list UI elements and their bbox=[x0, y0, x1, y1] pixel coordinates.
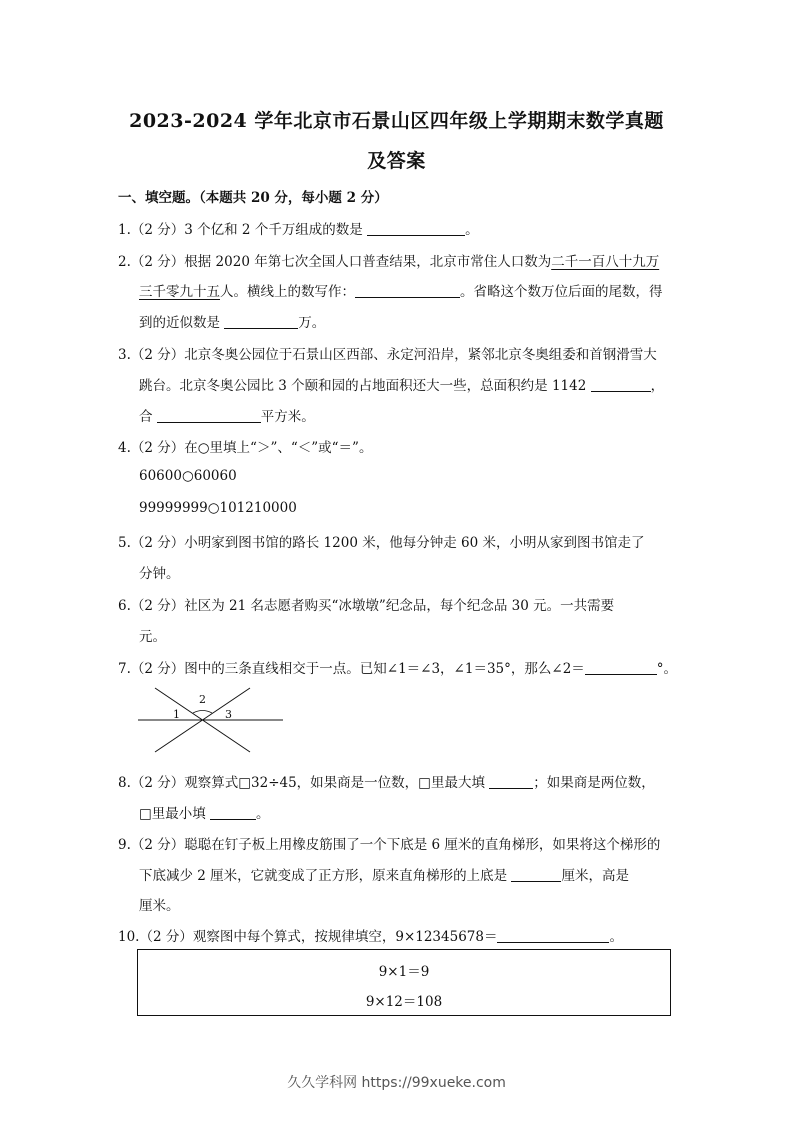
question-text: 厘米，高是 bbox=[561, 868, 629, 884]
question-6-line2: 元。 bbox=[139, 629, 166, 645]
underlined-text: 三千零九十五 bbox=[139, 284, 220, 300]
answer-blank[interactable] bbox=[591, 377, 651, 392]
comparison-2: 99999999○101210000 bbox=[139, 500, 297, 516]
question-1 bbox=[118, 218, 479, 238]
question-9-line2 bbox=[139, 864, 629, 884]
question-text: 。 bbox=[465, 222, 479, 238]
question-2-line3 bbox=[139, 311, 325, 331]
equation-2: 9×12＝108 bbox=[365, 994, 443, 1010]
question-3-line3 bbox=[139, 405, 315, 425]
question-2 bbox=[118, 250, 659, 270]
question-text: 8.（2 分）观察算式□32÷45，如果商是一位数，□里最大填 bbox=[118, 775, 490, 791]
comparison-1: 60600○60060 bbox=[139, 468, 237, 484]
question-text: 。省略这个数万位后面的尾数，得 bbox=[460, 284, 663, 300]
question-text: 万。 bbox=[298, 315, 326, 331]
answer-blank[interactable] bbox=[210, 805, 256, 820]
question-text: 7.（2 分）图中的三条直线相交于一点。已知∠1＝∠3，∠1＝35°，那么∠2＝ bbox=[118, 661, 585, 677]
question-text: ， bbox=[650, 378, 665, 394]
question-4: 4.（2 分）在○里填上“＞”、“＜”或“＝”。 bbox=[118, 440, 373, 456]
question-6: 6.（2 分）社区为 21 名志愿者购买“冰墩墩”纪念品，每个纪念品 30 元。一共需要 bbox=[118, 598, 615, 614]
page-title-line2: 及答案 bbox=[367, 150, 426, 172]
question-5: 5.（2 分）小明家到图书馆的路长 1200 米，他每分钟走 60 米，小明从家到图书馆走了 bbox=[118, 535, 645, 551]
angle-label-3: 3 bbox=[225, 708, 232, 721]
section-heading: 一、填空题。（本题共 20 分，每小题 2 分） bbox=[118, 190, 388, 206]
three-lines-figure bbox=[135, 686, 287, 754]
question-text: °。 bbox=[656, 661, 678, 677]
equation-box bbox=[137, 949, 671, 1016]
question-8 bbox=[118, 771, 655, 791]
answer-blank[interactable] bbox=[355, 283, 460, 298]
question-text: 平方米。 bbox=[260, 409, 315, 425]
question-text: 10.（2 分）观察图中每个算式，按规律填空，9×12345678＝ bbox=[118, 929, 498, 945]
question-3-line2 bbox=[139, 374, 664, 394]
footer-watermark: 久久学科网 https://99xueke.com bbox=[287, 1075, 506, 1091]
question-text: 下底减少 2 厘米，它就变成了正方形，原来直角梯形的上底是 bbox=[139, 868, 512, 884]
answer-blank[interactable] bbox=[157, 408, 261, 423]
question-text: 跳台。北京冬奥公园比 3 个颐和园的占地面积还大一些，总面积约是 1142 bbox=[139, 378, 591, 394]
answer-blank[interactable] bbox=[489, 774, 533, 789]
question-text: ；如果商是两位数， bbox=[533, 775, 655, 791]
answer-blank[interactable] bbox=[585, 660, 657, 675]
question-text: □里最小填 bbox=[139, 806, 211, 822]
question-5-line2: 分钟。 bbox=[139, 566, 180, 582]
page-title: 2023-2024 学年北京市石景山区四年级上学期期末数学真题 bbox=[129, 110, 664, 132]
answer-blank[interactable] bbox=[511, 867, 561, 882]
answer-blank[interactable] bbox=[224, 314, 298, 329]
question-9: 9.（2 分）聪聪在钉子板上用橡皮筋围了一个下底是 6 厘米的直角梯形，如果将这个梯形的 bbox=[118, 837, 661, 853]
angle-label-2: 2 bbox=[199, 693, 206, 706]
angle-arc bbox=[193, 711, 212, 714]
angle-label-1: 1 bbox=[173, 708, 180, 721]
question-text: 人。横线上的数写作： bbox=[220, 284, 355, 300]
equation-1: 9×1＝9 bbox=[378, 964, 430, 980]
answer-blank[interactable] bbox=[497, 928, 609, 943]
question-text: 合 bbox=[139, 409, 157, 425]
question-text: 1.（2 分）3 个亿和 2 个千万组成的数是 bbox=[118, 222, 368, 238]
question-text: 2.（2 分）根据 2020 年第七次全国人口普查结果，北京市常住人口数为 bbox=[118, 254, 552, 270]
underlined-text: 二千一百八十九万 bbox=[551, 254, 660, 270]
question-7 bbox=[118, 657, 677, 677]
question-text: 到的近似数是 bbox=[139, 315, 225, 331]
question-2-line2 bbox=[139, 280, 663, 300]
question-8-line2 bbox=[139, 802, 270, 822]
question-text: 。 bbox=[609, 929, 623, 945]
answer-blank[interactable] bbox=[367, 221, 465, 236]
question-text: 。 bbox=[256, 806, 270, 822]
question-3: 3.（2 分）北京冬奥公园位于石景山区西部、永定河沿岸，紧邻北京冬奥组委和首钢滑雪大 bbox=[118, 347, 657, 363]
question-10 bbox=[118, 925, 623, 945]
question-9-line3: 厘米。 bbox=[139, 898, 180, 914]
